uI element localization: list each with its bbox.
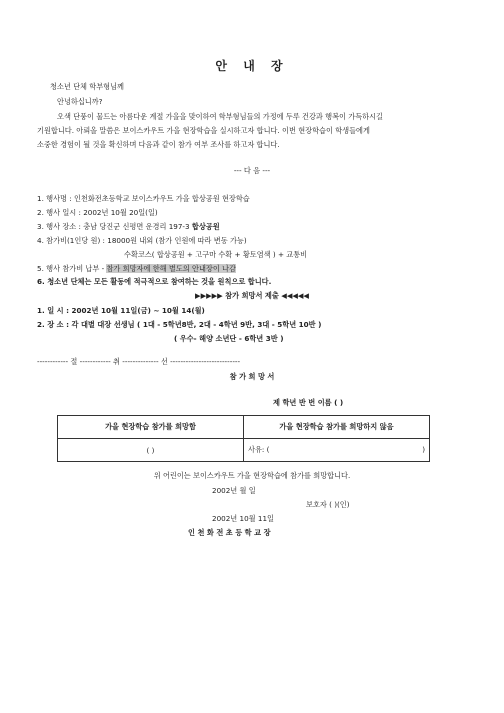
cut-line: ------------ 절 ------------ 취 -------------- 선 ---------------------------: [37, 357, 241, 366]
table-header-row: [58, 416, 430, 439]
document-title: 안 내 장: [215, 59, 289, 73]
item-5: [37, 264, 236, 273]
greeting: 안녕하십니까?: [57, 97, 103, 106]
attend-checkbox[interactable]: ( ): [58, 439, 244, 462]
student-info-line: 제 학년 반 번 이름 ( ): [273, 398, 344, 407]
submission-date: 1. 일 시 : 2002년 10월 11일(금) ~ 10월 14(월): [37, 306, 205, 315]
item-2: 2. 행사 일시 : 2002년 10월 20일(일): [37, 208, 158, 217]
submission-header: ▶▶▶▶▶ 참가 희망서 제출 ◀◀◀◀◀: [195, 291, 309, 300]
reason-label: 사유: (: [248, 445, 270, 454]
school-principal: 인 천 화 전 초 등 학 교 장: [188, 528, 271, 537]
confirm-date: 2002년 월 일: [212, 486, 256, 495]
submission-place-note: ( 우수- 해양 소년단 - 6학년 3반 ): [174, 334, 284, 343]
participation-table: [57, 415, 430, 462]
form-title: 참 가 희 망 서: [229, 372, 275, 381]
item-3-place: 합상공원: [191, 222, 220, 231]
footer-date: 2002년 10월 11일: [212, 514, 274, 523]
intro-line-2: 기원합니다. 아뢰올 말씀은 보이스카우트 가을 현장학습을 실시하고자 합니다. 이번 현장학습이 학생들에게: [37, 126, 370, 135]
intro-line-1: 오색 단풍이 물드는 아름다운 계절 가을을 맞이하여 학부형님들의 가정에 두루 건강과 행복이 가득하시길: [57, 112, 383, 121]
item-5-prefix: 5. 행사 참가비 납부 -: [37, 264, 107, 273]
confirm-text: 위 어린이는 보이스카우트 가을 현장학습에 참가를 희망합니다.: [153, 471, 351, 480]
item-4: 4. 참가비(1인당 원) : 18000원 내외 (참가 인원에 따라 변동 가능): [37, 236, 247, 245]
decline-reason-field[interactable]: [244, 439, 430, 462]
attend-header: 가을 현장학습 참가를 희망함: [58, 416, 244, 439]
divider-next: --- 다 음 ---: [233, 166, 271, 175]
salutation: 청소년 단체 학부형님께: [50, 82, 125, 91]
item-3: [37, 222, 220, 231]
reason-close: ): [422, 445, 425, 454]
table-value-row: [58, 439, 430, 462]
submission-place: 2. 장 소 : 각 대별 대장 선생님 ( 1대 - 5학년8반, 2대 - 4학년 9반, 3대 - 5학년 10반 ): [37, 320, 322, 329]
item-1: 1. 행사명 : 인천화전초등학교 보이스카우트 가을 합상공원 현장학습: [37, 194, 250, 203]
fee-detail: 수확코스( 합상공원 + 고구마 수확 + 황토염색 ) + 교통비: [124, 250, 308, 259]
item-3-text: 3. 행사 장소 : 충남 당진군 신평면 운경리 197-3: [37, 222, 192, 231]
guardian-line: 보호자 ( )(인): [306, 500, 350, 509]
intro-line-3: 소중한 경험이 될 것을 확신하며 다음과 같이 참가 여부 조사를 하고자 합니다.: [37, 140, 280, 149]
item-6: 6. 청소년 단체는 모든 활동에 적극적으로 참여하는 것을 원칙으로 합니다.: [37, 277, 272, 286]
decline-header: 가을 현장학습 참가를 희망하지 않음: [244, 416, 430, 439]
item-5-highlight: 참가 희망자에 한해 별도의 안내장이 나감: [106, 264, 236, 273]
